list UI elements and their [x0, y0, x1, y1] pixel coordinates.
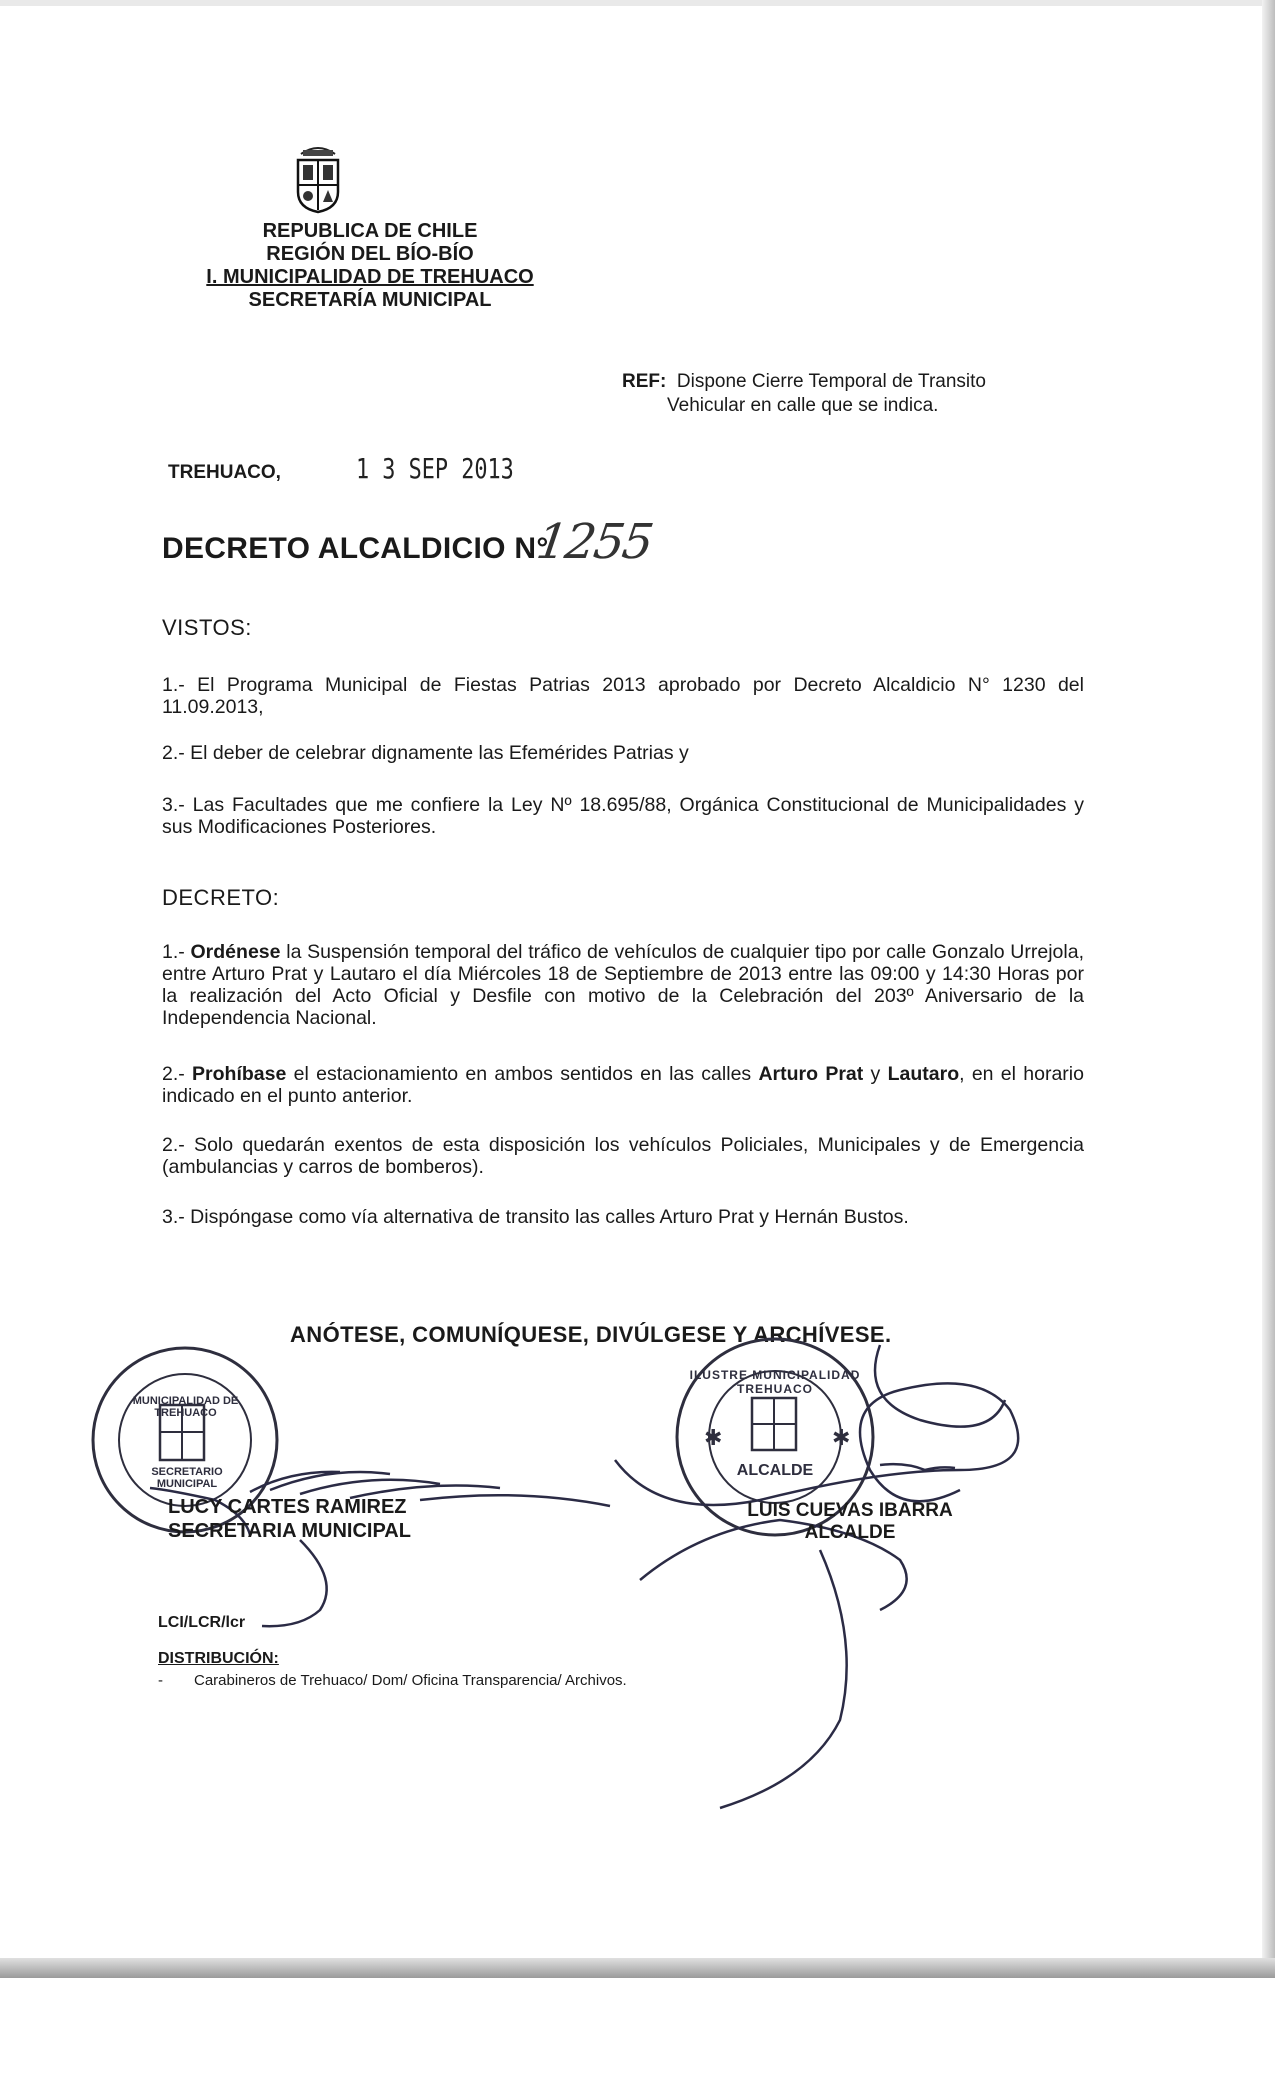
decreto-item-2-verb: Prohíbase	[192, 1063, 287, 1085]
reference-line-1: Dispone Cierre Temporal de Transito	[676, 371, 986, 392]
right-stamp-ring-text: ILUSTRE MUNICIPALIDAD TREHUACO	[689, 1368, 861, 1396]
decreto-item-2-street-a: Arturo Prat	[758, 1063, 864, 1085]
right-signature	[615, 1345, 1018, 1808]
letterhead-municipality: I. MUNICIPALIDAD DE TREHUACO	[206, 266, 534, 288]
decreto-item-2-text-c: , en el horario indicado en el punto anterior.	[162, 1063, 1084, 1107]
right-stamp-center-text: ALCALDE	[736, 1462, 814, 1479]
decreto-item-2-prefix: 2.-	[162, 1063, 193, 1085]
left-signatory-title: SECRETARIA MUNICIPAL	[168, 1520, 411, 1542]
right-signatory	[700, 1500, 1000, 1544]
distribution-heading: DISTRIBUCIÓN:	[158, 1650, 279, 1667]
right-stamp-star-right: ✱	[832, 1425, 851, 1450]
letterhead-region: REGIÓN DEL BÍO-BÍO	[266, 243, 474, 265]
distribution-text: Carabineros de Trehuaco/ Dom/ Oficina Transparencia/ Archivos.	[194, 1672, 627, 1689]
distribution-dash: -	[158, 1672, 163, 1689]
distribution-list	[158, 1672, 627, 1689]
decreto-item-2-text-b: y	[863, 1063, 888, 1085]
date-stamp: 1 3 SEP 2013	[356, 452, 514, 485]
letterhead-office: SECRETARÍA MUNICIPAL	[248, 289, 492, 311]
decreto-item-1-verb: Ordénese	[190, 941, 281, 963]
letterhead-country: REPUBLICA DE CHILE	[262, 220, 478, 242]
left-stamp-center-text: SECRETARIO MUNICIPAL	[151, 1466, 223, 1490]
left-stamp-ring-text: MUNICIPALIDAD DE TREHUACO	[132, 1395, 239, 1419]
reference-line-2: Vehicular en calle que se indica.	[667, 395, 939, 416]
decreto-heading: DECRETO:	[162, 885, 280, 910]
closing-formula: ANÓTESE, COMUNÍQUESE, DIVÚLGESE Y ARCHÍVESE.	[290, 1322, 892, 1347]
left-signatory	[168, 1495, 411, 1543]
vistos-item-2: 2.- El deber de celebrar dignamente las Efemérides Patrias y	[162, 742, 689, 764]
decree-title: DECRETO ALCALDICIO N°	[162, 532, 549, 565]
typist-initials: LCI/LCR/lcr	[158, 1614, 246, 1631]
place-label: TREHUACO,	[168, 462, 281, 483]
right-signatory-name: LUIS CUEVAS IBARRA	[747, 1500, 953, 1521]
decreto-item-2-text-a: el estacionamiento en ambos sentidos en las calles	[286, 1063, 759, 1085]
decreto-item-3: 2.- Solo quedarán exentos de esta disposición los vehículos Policiales, Municipales y de Emergencia (ambulancias y carros de bomberos).	[162, 1134, 1084, 1178]
decreto-item-1-prefix: 1.-	[162, 941, 191, 963]
vistos-item-1: 1.- El Programa Municipal de Fiestas Patrias 2013 aprobado por Decreto Alcaldicio N° 1230 del 11.09.2013,	[162, 674, 1084, 718]
vistos-heading: VISTOS:	[162, 615, 252, 640]
left-signatory-name: LUCY CARTES RAMIREZ	[168, 1496, 407, 1518]
decreto-item-1-text: la Suspensión temporal del tráfico de vehículos de cualquier tipo por calle Gonzalo Urrejola, entre Arturo Prat y Lautaro el día Miércoles 18 de Septiembre de 2013 entre las 09:00 y 14:30 Horas por la realización del Acto Oficial y Desfile con motivo de la Celebración del 203º Aniversario de la Independencia Nacional.	[162, 941, 1084, 1029]
decree-number-handwritten: 1255	[533, 514, 656, 570]
vistos-item-3: 3.- Las Facultades que me confiere la Ley Nº 18.695/88, Orgánica Constitucional de Municipalidades y sus Modificaciones Posteriores.	[162, 794, 1084, 838]
decreto-item-4: 3.- Dispóngase como vía alternativa de transito las calles Arturo Prat y Hernán Bustos.	[162, 1206, 909, 1228]
decreto-item-2-street-b: Lautaro	[887, 1063, 960, 1085]
right-signatory-title: ALCALDE	[804, 1522, 896, 1543]
right-stamp-star-left: ✱	[704, 1425, 723, 1450]
reference-label: REF:	[622, 371, 667, 392]
